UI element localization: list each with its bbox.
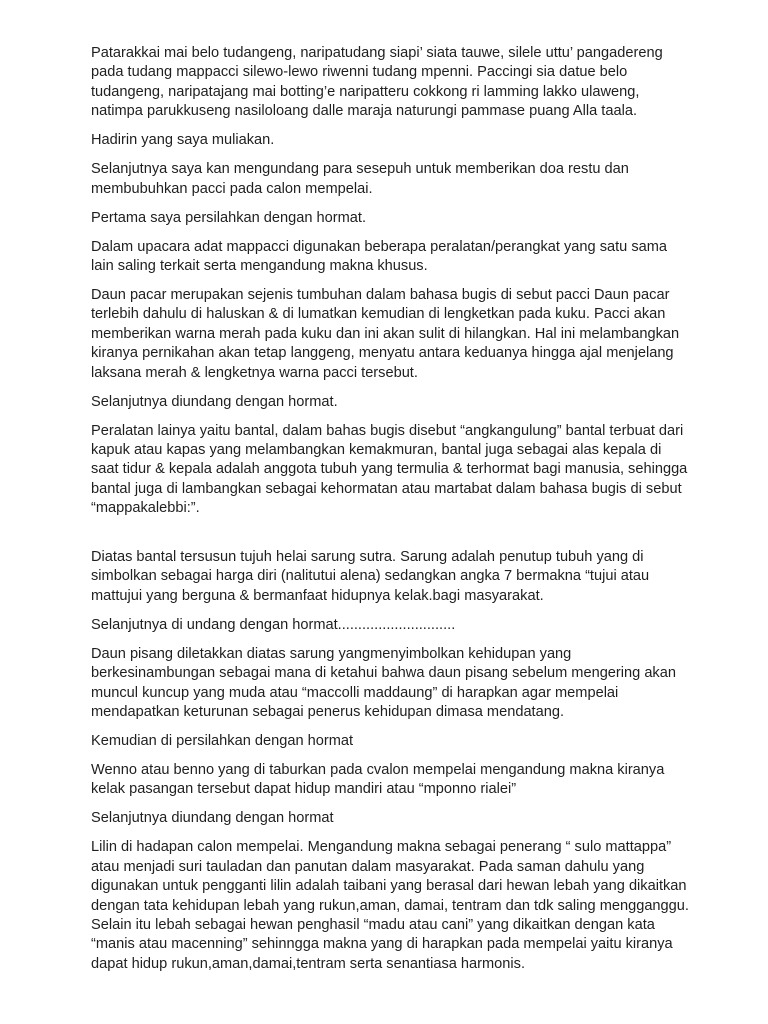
paragraph-next-invite-3: Kemudian di persilahkan dengan hormat bbox=[91, 732, 354, 749]
document-body bbox=[91, 44, 691, 984]
paragraph-first-invite: Pertama saya persilahkan dengan hormat. bbox=[91, 209, 367, 226]
paragraph-daun-pacar: Daun pacar merupakan sejenis tumbuhan dalam bahasa bugis di sebut pacci Daun pacar terlebih dahulu di haluskan & di lumatkan kemudian di lengketkan pada kuku. Pacci akan memberikan warna merah pada kuku dan ini akan sulit di hilangkan. Hal ini melambangkan kiranya pernikahan akan tetap langgeng, menyatu antara keduanya hingga ajal menjelang laksana merah & lengketnya warna pacci tersebut. bbox=[91, 287, 680, 381]
paragraph-invite-elders: Selanjutnya saya kan mengundang para sesepuh untuk memberikan doa restu dan membubuhkan pacci pada calon mempelai. bbox=[91, 161, 629, 197]
paragraph-next-invite-4: Selanjutnya diundang dengan hormat bbox=[91, 810, 334, 827]
paragraph-daun-pisang: Daun pisang diletakkan diatas sarung yangmenyimbolkan kehidupan yang berkesinambungan sebagai mana di ketahui bahwa daun pisang sebelum mengering akan muncul kuncup yang muda atau “maccolli maddaung” di harapkan agar mempelai mendapatkan keturunan sebagai penerus kehidupan dimasa mendatang. bbox=[91, 645, 676, 720]
paragraph-lilin: Lilin di hadapan calon mempelai. Mengandung makna sebagai penerang “ sulo mattappa” atau menjadi suri tauladan dan panutan dalam masyarakat. Pada saman dahulu yang digunakan untuk pengganti lilin adalah taibani yang berasal dari hewan lebah yang dikaitkan dengan tata kehidupan lebah yang rukun,aman, damai, tentram dan tdk saling mengganggu. Selain itu lebah sebagai hewan penghasil “madu atau cani” yang dikaitkan dengan kata “manis atau macenning” sehinngga makna yang di harapkan pada mempelai yaitu kiranya dapat hidup rukun,aman,damai,tentram serta senantiasa harmonis. bbox=[91, 839, 689, 972]
paragraph-opening-bugis: Patarakkai mai belo tudangeng, naripatudang siapi’ siata tauwe, silele uttu’ pangadereng pada tudang mappacci silewo-lewo riwenni tudang mpenni. Paccingi sia datue belo tudangeng, naripatajang mai botting’e naripatteru cokkong ri lamming lakko ulaweng, natimpa parukkuseng nasiloloang dalle maraja naturungi pammase puang Alla taala. bbox=[91, 45, 663, 120]
paragraph-wenno: Wenno atau benno yang di taburkan pada cvalon mempelai mengandung makna kiranya kelak pasangan tersebut dapat hidup mandiri atau “mponno rialei” bbox=[91, 761, 665, 798]
paragraph-bantal: Peralatan lainya yaitu bantal, dalam bahas bugis disebut “angkangulung” bantal terbuat dari kapuk atau kapas yang melambangkan kemakmuran, bantal juga sebagai alas kepala di saat tidur & kepala adalah anggota tubuh yang termulia & terhormat bagi manusia, sehingga bantal juga di lambangkan sebagai kehormatan atau martabat dalam bahasa bugis di sebut “mappakalebbi:”. bbox=[91, 422, 688, 517]
paragraph-next-invite-1: Selanjutnya diundang dengan hormat. bbox=[91, 393, 338, 410]
paragraph-next-invite-2: Selanjutnya di undang dengan hormat............................. bbox=[91, 616, 456, 633]
paragraph-greeting: Hadirin yang saya muliakan. bbox=[91, 132, 275, 149]
paragraph-sarung-sutra: Diatas bantal tersusun tujuh helai sarung sutra. Sarung adalah penutup tubuh yang di simbolkan sebagai harga diri (nalitutui alena) sedangkan angka 7 bermakna “tujui atau mattujui yang berguna & bermanfaat hidupnya kelak.bagi masyarakat. bbox=[91, 548, 650, 604]
paragraph-equipment-intro: Dalam upacara adat mappacci digunakan beberapa peralatan/perangkat yang satu sama lain saling terkait serta mengandung makna khusus. bbox=[91, 238, 668, 275]
blank-line bbox=[91, 528, 691, 548]
